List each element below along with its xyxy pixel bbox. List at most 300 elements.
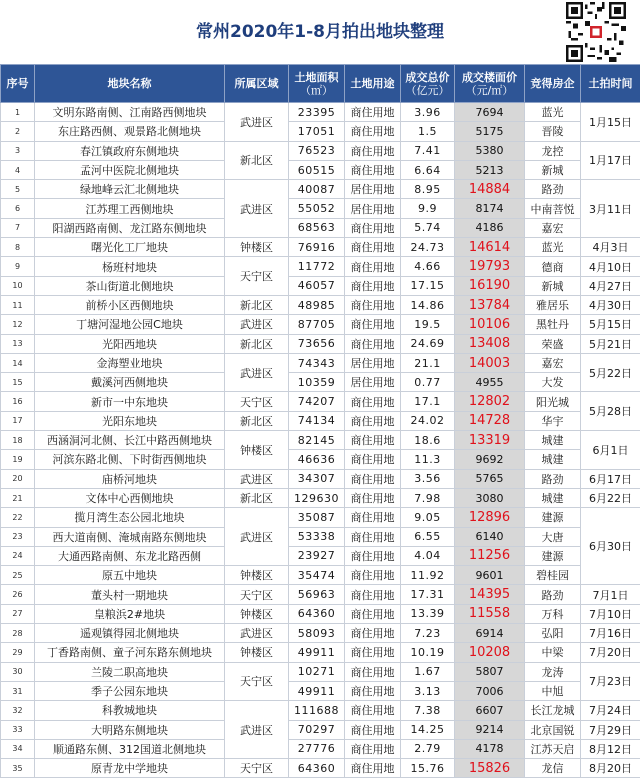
auction-date: 3月11日 — [581, 180, 640, 238]
auction-date: 5月15日 — [581, 315, 640, 334]
land-use: 商住用地 — [345, 238, 401, 257]
developer: 大发 — [525, 373, 581, 392]
land-name: 西大道南侧、淹城南路东侧地块 — [35, 527, 225, 546]
land-name: 文明东路南侧、江南路西侧地块 — [35, 103, 225, 122]
land-area: 10359 — [289, 373, 345, 392]
developer: 城建 — [525, 431, 581, 450]
land-use: 商住用地 — [345, 662, 401, 681]
auction-date: 4月10日 — [581, 257, 640, 276]
total-price: 6.55 — [401, 527, 455, 546]
row-index: 24 — [1, 546, 35, 565]
region-cell: 钟楼区 — [225, 643, 289, 662]
land-area: 70297 — [289, 720, 345, 739]
land-use: 商住用地 — [345, 643, 401, 662]
land-area: 74207 — [289, 392, 345, 411]
auction-date: 6月22日 — [581, 488, 640, 507]
auction-date: 4月3日 — [581, 238, 640, 257]
developer: 雅居乐 — [525, 295, 581, 314]
region-cell: 天宁区 — [225, 257, 289, 296]
land-use: 商住用地 — [345, 450, 401, 469]
developer: 龙信 — [525, 759, 581, 778]
total-price: 18.6 — [401, 431, 455, 450]
unit-price: 4178 — [455, 739, 525, 758]
qr-code — [566, 2, 626, 62]
region-cell: 武进区 — [225, 624, 289, 643]
auction-date: 7月16日 — [581, 624, 640, 643]
region-cell: 武进区 — [225, 701, 289, 759]
total-price: 19.5 — [401, 315, 455, 334]
land-use: 商住用地 — [345, 295, 401, 314]
land-name: 遥观镇得园北侧地块 — [35, 624, 225, 643]
col-header-developer: 竞得房企 — [525, 65, 581, 103]
land-area: 55052 — [289, 199, 345, 218]
region-cell: 钟楼区 — [225, 238, 289, 257]
land-name: 光阳西地块 — [35, 334, 225, 353]
total-price: 15.76 — [401, 759, 455, 778]
region-cell: 新北区 — [225, 411, 289, 430]
region-cell: 天宁区 — [225, 662, 289, 701]
row-index: 12 — [1, 315, 35, 334]
region-cell: 天宁区 — [225, 759, 289, 778]
developer: 龙涛 — [525, 662, 581, 681]
land-name: 东庄路西侧、观景路北侧地块 — [35, 122, 225, 141]
land-name: 杨班村地块 — [35, 257, 225, 276]
table-row — [1, 469, 640, 488]
page-title: 常州2020年1-8月拍出地块整理 — [195, 22, 445, 42]
unit-price: 15826 — [455, 759, 525, 778]
total-price: 7.23 — [401, 624, 455, 643]
row-index: 23 — [1, 527, 35, 546]
developer: 新城 — [525, 276, 581, 295]
table-row — [1, 257, 640, 276]
auction-date: 5月21日 — [581, 334, 640, 353]
row-index: 15 — [1, 373, 35, 392]
land-name: 茶山街道北侧地块 — [35, 276, 225, 295]
land-use: 商住用地 — [345, 392, 401, 411]
row-index: 3 — [1, 141, 35, 160]
developer: 华宇 — [525, 411, 581, 430]
unit-price: 14614 — [455, 238, 525, 257]
land-area: 76523 — [289, 141, 345, 160]
row-index: 25 — [1, 566, 35, 585]
table-row — [1, 353, 640, 372]
land-name: 皇粮浜2#地块 — [35, 604, 225, 623]
row-index: 17 — [1, 411, 35, 430]
unit-price: 4955 — [455, 373, 525, 392]
table-row — [1, 566, 640, 585]
land-use: 商住用地 — [345, 103, 401, 122]
land-name: 原五中地块 — [35, 566, 225, 585]
col-header-date: 土拍时间 — [581, 65, 640, 103]
row-index: 22 — [1, 508, 35, 527]
unit-price: 4186 — [455, 218, 525, 237]
row-index: 35 — [1, 759, 35, 778]
land-use: 商住用地 — [345, 566, 401, 585]
land-area: 27776 — [289, 739, 345, 758]
land-area: 87705 — [289, 315, 345, 334]
developer: 江苏天启 — [525, 739, 581, 758]
col-header-total-unit: （亿元） — [405, 83, 450, 97]
land-area: 74343 — [289, 353, 345, 372]
developer: 长江龙城 — [525, 701, 581, 720]
unit-price: 11256 — [455, 546, 525, 565]
row-index: 4 — [1, 160, 35, 179]
region-cell: 武进区 — [225, 469, 289, 488]
land-area: 10271 — [289, 662, 345, 681]
land-area: 35087 — [289, 508, 345, 527]
region-cell: 新北区 — [225, 334, 289, 353]
land-name: 光阳东地块 — [35, 411, 225, 430]
land-name: 大通西路南侧、东龙北路西侧 — [35, 546, 225, 565]
region-cell: 钟楼区 — [225, 604, 289, 623]
land-area: 40087 — [289, 180, 345, 199]
total-price: 17.15 — [401, 276, 455, 295]
row-index: 20 — [1, 469, 35, 488]
total-price: 24.73 — [401, 238, 455, 257]
land-area: 129630 — [289, 488, 345, 507]
land-name: 西涵洞河北侧、长江中路西侧地块 — [35, 431, 225, 450]
land-name: 戴溪河西侧地块 — [35, 373, 225, 392]
land-area: 68563 — [289, 218, 345, 237]
table-body — [1, 103, 640, 778]
total-price: 4.66 — [401, 257, 455, 276]
row-index: 16 — [1, 392, 35, 411]
row-index: 32 — [1, 701, 35, 720]
row-index: 11 — [1, 295, 35, 314]
land-area: 64360 — [289, 759, 345, 778]
table-row — [1, 701, 640, 720]
table-row — [1, 450, 640, 469]
land-area: 46636 — [289, 450, 345, 469]
unit-price: 8174 — [455, 199, 525, 218]
developer: 万科 — [525, 604, 581, 623]
table-row — [1, 141, 640, 160]
land-use: 商住用地 — [345, 701, 401, 720]
land-name: 丁香路南侧、童子河东路东侧地块 — [35, 643, 225, 662]
land-use: 居住用地 — [345, 353, 401, 372]
table-row — [1, 604, 640, 623]
land-use: 商住用地 — [345, 411, 401, 430]
unit-price: 7694 — [455, 103, 525, 122]
land-use: 商住用地 — [345, 546, 401, 565]
table-row — [1, 759, 640, 778]
unit-price: 7006 — [455, 681, 525, 700]
land-name: 河滨东路北侧、下时街西侧地块 — [35, 450, 225, 469]
unit-price: 10106 — [455, 315, 525, 334]
total-price: 3.13 — [401, 681, 455, 700]
table-row — [1, 488, 640, 507]
land-name: 大明路东侧地块 — [35, 720, 225, 739]
total-price: 14.86 — [401, 295, 455, 314]
col-header-area-label: 土地面积 — [294, 70, 339, 84]
land-name: 前桥小区西侧地块 — [35, 295, 225, 314]
auction-date: 8月20日 — [581, 759, 640, 778]
developer: 城建 — [525, 450, 581, 469]
row-index: 31 — [1, 681, 35, 700]
unit-price: 12896 — [455, 508, 525, 527]
row-index: 33 — [1, 720, 35, 739]
land-use: 商住用地 — [345, 720, 401, 739]
region-cell: 武进区 — [225, 315, 289, 334]
total-price: 7.38 — [401, 701, 455, 720]
table-row — [1, 585, 640, 604]
table-row — [1, 295, 640, 314]
developer: 荣盛 — [525, 334, 581, 353]
developer: 嘉宏 — [525, 218, 581, 237]
unit-price: 12802 — [455, 392, 525, 411]
row-index: 9 — [1, 257, 35, 276]
unit-price: 5807 — [455, 662, 525, 681]
region-cell: 钟楼区 — [225, 566, 289, 585]
land-use: 商住用地 — [345, 585, 401, 604]
region-cell: 天宁区 — [225, 585, 289, 604]
land-area: 53338 — [289, 527, 345, 546]
land-auction-table — [0, 64, 640, 778]
region-cell: 新北区 — [225, 141, 289, 180]
land-name: 董头村一期地块 — [35, 585, 225, 604]
developer: 路劲 — [525, 469, 581, 488]
unit-price: 6914 — [455, 624, 525, 643]
total-price: 13.39 — [401, 604, 455, 623]
table-header-row — [1, 65, 640, 103]
land-use: 商住用地 — [345, 624, 401, 643]
unit-price: 5380 — [455, 141, 525, 160]
unit-price: 6607 — [455, 701, 525, 720]
table-row — [1, 238, 640, 257]
land-area: 74134 — [289, 411, 345, 430]
auction-date: 4月30日 — [581, 295, 640, 314]
land-area: 23395 — [289, 103, 345, 122]
unit-price: 14884 — [455, 180, 525, 199]
table-row — [1, 103, 640, 122]
table-row — [1, 681, 640, 700]
table-row — [1, 373, 640, 392]
land-name: 曙光化工厂地块 — [35, 238, 225, 257]
land-name: 孟河中医院北侧地块 — [35, 160, 225, 179]
developer: 阳光城 — [525, 392, 581, 411]
developer: 建源 — [525, 546, 581, 565]
total-price: 2.79 — [401, 739, 455, 758]
unit-price: 13408 — [455, 334, 525, 353]
land-name: 季子公园东地块 — [35, 681, 225, 700]
region-cell: 武进区 — [225, 103, 289, 142]
total-price: 6.64 — [401, 160, 455, 179]
unit-price: 14003 — [455, 353, 525, 372]
developer: 晋陵 — [525, 122, 581, 141]
developer: 中旭 — [525, 681, 581, 700]
land-name: 庙桥河地块 — [35, 469, 225, 488]
land-use: 居住用地 — [345, 199, 401, 218]
land-name: 原青龙中学地块 — [35, 759, 225, 778]
unit-price: 14395 — [455, 585, 525, 604]
auction-date: 5月28日 — [581, 392, 640, 431]
land-name: 兰陵二职高地块 — [35, 662, 225, 681]
unit-price: 5175 — [455, 122, 525, 141]
land-name: 丁塘河湿地公园C地块 — [35, 315, 225, 334]
table-row — [1, 411, 640, 430]
total-price: 7.98 — [401, 488, 455, 507]
table-row — [1, 739, 640, 758]
unit-price: 9692 — [455, 450, 525, 469]
table-row — [1, 643, 640, 662]
developer: 龙控 — [525, 141, 581, 160]
region-cell: 天宁区 — [225, 392, 289, 411]
total-price: 10.19 — [401, 643, 455, 662]
row-index: 6 — [1, 199, 35, 218]
land-name: 阳湖西路南侧、龙江路东侧地块 — [35, 218, 225, 237]
table-row — [1, 720, 640, 739]
unit-price: 5213 — [455, 160, 525, 179]
land-use: 商住用地 — [345, 276, 401, 295]
developer: 蓝光 — [525, 103, 581, 122]
total-price: 11.92 — [401, 566, 455, 585]
row-index: 30 — [1, 662, 35, 681]
auction-date: 7月29日 — [581, 720, 640, 739]
table-row — [1, 527, 640, 546]
developer: 路劲 — [525, 180, 581, 199]
row-index: 29 — [1, 643, 35, 662]
land-name: 科教城地块 — [35, 701, 225, 720]
developer: 蓝光 — [525, 238, 581, 257]
land-use: 商住用地 — [345, 257, 401, 276]
land-area: 111688 — [289, 701, 345, 720]
table-row — [1, 276, 640, 295]
total-price: 1.5 — [401, 122, 455, 141]
land-use: 商住用地 — [345, 604, 401, 623]
total-price: 24.02 — [401, 411, 455, 430]
row-index: 5 — [1, 180, 35, 199]
col-header-area — [289, 65, 345, 103]
auction-date: 7月10日 — [581, 604, 640, 623]
land-area: 35474 — [289, 566, 345, 585]
developer: 建源 — [525, 508, 581, 527]
table-row — [1, 199, 640, 218]
row-index: 2 — [1, 122, 35, 141]
total-price: 3.96 — [401, 103, 455, 122]
col-header-total-label: 成交总价 — [405, 70, 450, 84]
auction-date: 6月1日 — [581, 431, 640, 470]
table-row — [1, 160, 640, 179]
row-index: 14 — [1, 353, 35, 372]
table-row — [1, 180, 640, 199]
total-price: 21.1 — [401, 353, 455, 372]
unit-price: 9601 — [455, 566, 525, 585]
land-use: 商住用地 — [345, 759, 401, 778]
col-header-unit-price-label: 成交楼面价 — [462, 70, 517, 84]
region-cell: 武进区 — [225, 353, 289, 392]
land-area: 64360 — [289, 604, 345, 623]
developer: 中梁 — [525, 643, 581, 662]
land-area: 48985 — [289, 295, 345, 314]
region-cell: 新北区 — [225, 295, 289, 314]
land-use: 居住用地 — [345, 373, 401, 392]
land-use: 商住用地 — [345, 218, 401, 237]
developer: 嘉宏 — [525, 353, 581, 372]
land-use: 商住用地 — [345, 488, 401, 507]
row-index: 34 — [1, 739, 35, 758]
row-index: 18 — [1, 431, 35, 450]
table-row — [1, 508, 640, 527]
unit-price: 13319 — [455, 431, 525, 450]
land-area: 76916 — [289, 238, 345, 257]
land-use: 商住用地 — [345, 469, 401, 488]
land-name: 揽月湾生态公园北地块 — [35, 508, 225, 527]
row-index: 19 — [1, 450, 35, 469]
land-area: 49911 — [289, 643, 345, 662]
row-index: 7 — [1, 218, 35, 237]
table-row — [1, 546, 640, 565]
land-use: 商住用地 — [345, 315, 401, 334]
auction-date: 6月30日 — [581, 508, 640, 585]
region-cell: 武进区 — [225, 508, 289, 566]
total-price: 17.1 — [401, 392, 455, 411]
unit-price: 5765 — [455, 469, 525, 488]
developer: 新城 — [525, 160, 581, 179]
total-price: 7.41 — [401, 141, 455, 160]
total-price: 0.77 — [401, 373, 455, 392]
land-use: 商住用地 — [345, 431, 401, 450]
row-index: 1 — [1, 103, 35, 122]
auction-date: 1月17日 — [581, 141, 640, 180]
auction-date: 8月12日 — [581, 739, 640, 758]
table-row — [1, 122, 640, 141]
land-area: 60515 — [289, 160, 345, 179]
developer: 德商 — [525, 257, 581, 276]
row-index: 28 — [1, 624, 35, 643]
col-header-name: 地块名称 — [35, 65, 225, 103]
auction-date: 7月1日 — [581, 585, 640, 604]
unit-price: 16190 — [455, 276, 525, 295]
developer: 弘阳 — [525, 624, 581, 643]
row-index: 13 — [1, 334, 35, 353]
row-index: 26 — [1, 585, 35, 604]
land-name: 新市一中东地块 — [35, 392, 225, 411]
table-row — [1, 662, 640, 681]
col-header-use: 土地用途 — [345, 65, 401, 103]
land-use: 商住用地 — [345, 527, 401, 546]
col-header-region: 所属区域 — [225, 65, 289, 103]
developer: 北京国锐 — [525, 720, 581, 739]
unit-price: 3080 — [455, 488, 525, 507]
land-name: 江苏理工西侧地块 — [35, 199, 225, 218]
land-name: 顺通路东侧、312国道北侧地块 — [35, 739, 225, 758]
total-price: 14.25 — [401, 720, 455, 739]
col-header-unit-price-unit: （元/㎡） — [465, 83, 514, 97]
land-name: 春江镇政府东侧地块 — [35, 141, 225, 160]
region-cell: 新北区 — [225, 488, 289, 507]
unit-price: 10208 — [455, 643, 525, 662]
table-row — [1, 334, 640, 353]
row-index: 10 — [1, 276, 35, 295]
land-area: 82145 — [289, 431, 345, 450]
land-use: 商住用地 — [345, 141, 401, 160]
total-price: 24.69 — [401, 334, 455, 353]
row-index: 21 — [1, 488, 35, 507]
auction-date: 7月23日 — [581, 662, 640, 701]
land-use: 商住用地 — [345, 508, 401, 527]
total-price: 8.95 — [401, 180, 455, 199]
land-use: 居住用地 — [345, 180, 401, 199]
table-row — [1, 315, 640, 334]
land-use: 商住用地 — [345, 681, 401, 700]
table-row — [1, 218, 640, 237]
row-index: 8 — [1, 238, 35, 257]
land-area: 11772 — [289, 257, 345, 276]
land-area: 23927 — [289, 546, 345, 565]
auction-date: 7月20日 — [581, 643, 640, 662]
table-row — [1, 392, 640, 411]
land-area: 56963 — [289, 585, 345, 604]
